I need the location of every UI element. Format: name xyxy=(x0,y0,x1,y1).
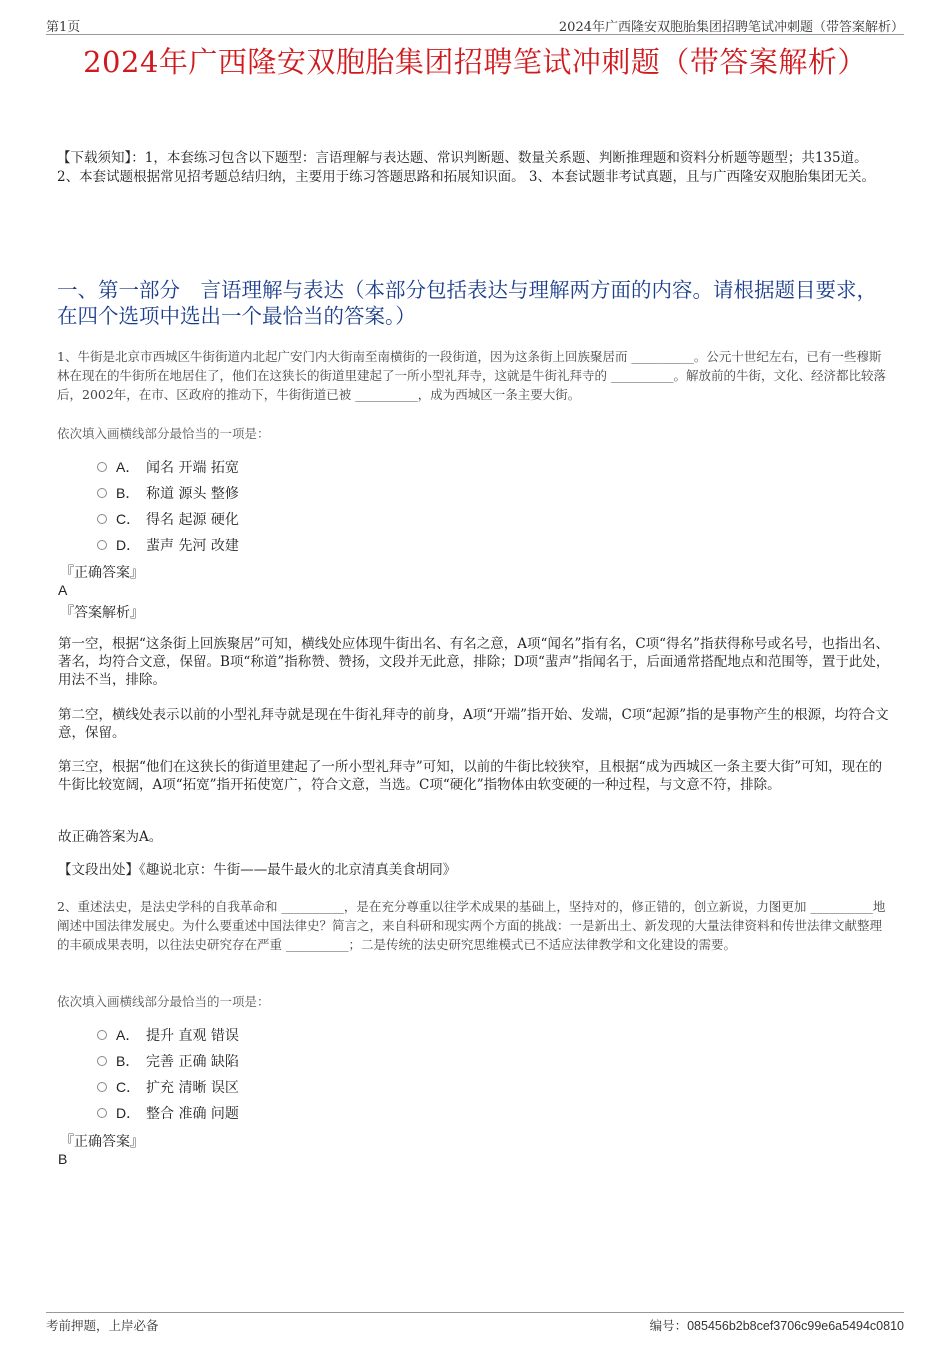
correct-answer-value: B xyxy=(58,1151,68,1167)
page-number: 第1页 xyxy=(46,20,81,35)
option-d[interactable]: D． 整合 准确 问题 xyxy=(97,1100,239,1126)
radio-icon[interactable] xyxy=(97,1108,107,1118)
question-2-options xyxy=(97,1022,239,1126)
option-a[interactable]: A． 闻名 开端 拓宽 xyxy=(97,454,239,480)
analysis-conclusion: 故正确答案为A。 xyxy=(58,829,163,845)
analysis-paragraph-3: 第三空，根据“他们在这狭长的街道里建起了一所小型礼拜寺”可知，以前的牛街比较狭窄，且根据“成为西城区一条主要大街”可知，现在的牛街比较宽阔，A项“拓宽”指开拓使宽广，符合文意，当选。C项“硬化”指物体由软变硬的一种过程，与文意不符，排除。 xyxy=(58,759,883,793)
page-footer xyxy=(46,1312,904,1333)
footer-serial-number: 编号：085456b2b8cef3706c99e6a5494c0810 xyxy=(649,1319,904,1333)
section-title: 一、第一部分 言语理解与表达（本部分包括表达与理解两方面的内容。请根据题目要求，在四个选项中选出一个最恰当的答案。） xyxy=(57,278,877,328)
analysis-paragraph-1: 第一空，根据“这条街上回族聚居”可知，横线处应体现牛街出名、有名之意，A项“闻名”指有名，C项“得名”指获得称号或名号，也指出名、著名，均符合文意，保留。B项“称道”指称赞、赞扬，文段并无此意，排除；D项“蜚声”指闻名于，后面通常搭配地点和范围等，置于此处，用法不当，排除。 xyxy=(58,636,890,688)
radio-icon[interactable] xyxy=(97,462,107,472)
analysis-paragraph-2: 第二空，横线处表示以前的小型礼拜寺就是现在牛街礼拜寺的前身，A项“开端”指开始、发端，C项“起源”指的是事物产生的根源，均符合文意，保留。 xyxy=(58,707,889,741)
option-d[interactable]: D． 蜚声 先河 改建 xyxy=(97,532,239,558)
radio-icon[interactable] xyxy=(97,514,107,524)
option-c[interactable]: C． 扩充 清晰 误区 xyxy=(97,1074,239,1100)
option-a[interactable]: A． 提升 直观 错误 xyxy=(97,1022,239,1048)
page-header xyxy=(46,14,904,35)
page-title: 2024年广西隆安双胞胎集团招聘笔试冲刺题（带答案解析） xyxy=(83,45,867,79)
correct-answer-value: A xyxy=(58,582,68,598)
header-doc-title: 2024年广西隆安双胞胎集团招聘笔试冲刺题（带答案解析） xyxy=(558,20,904,35)
question-1-options xyxy=(97,454,239,558)
correct-answer-label: 『正确答案』 xyxy=(60,1134,144,1150)
footer-slogan: 考前押题，上岸必备 xyxy=(46,1318,159,1333)
radio-icon[interactable] xyxy=(97,488,107,498)
radio-icon[interactable] xyxy=(97,1056,107,1066)
download-notice: 【下载须知】：1，本套练习包含以下题型：言语理解与表达题、常识判断题、数量关系题、判断推理题和资料分析题等题型；共135道。 2、本套试题根据常见招考题总结归纳，主要用于练习答题思路和拓展知识面。 3、本套试题非考试真题，且与广西隆安双胞胎集团无关。 xyxy=(57,150,875,185)
question-1-prompt: 依次填入画横线部分最恰当的一项是： xyxy=(57,426,270,441)
correct-answer-label: 『正确答案』 xyxy=(60,565,144,581)
radio-icon[interactable] xyxy=(97,1030,107,1040)
option-c[interactable]: C． 得名 起源 硬化 xyxy=(97,506,239,532)
question-2-text: 2、重述法史，是法史学科的自我革命和 __________，是在充分尊重以往学术成果的基础上，坚持对的，修正错的，创立新说，力图更加 __________地阐述中国法律发展史。为什么要重述中国法律史？简言之，来自科研和现实两个方面的挑战：一是新出土、新发现的大量法律资料和传世法律文献整理的丰硕成果表明，以往法史研究存在严重 __________；二是传统的法史研究思维模式已不适应法律教学和文化建设的需要。 xyxy=(57,899,886,952)
question-2-prompt: 依次填入画横线部分最恰当的一项是： xyxy=(57,994,270,1009)
radio-icon[interactable] xyxy=(97,1082,107,1092)
option-b[interactable]: B． 完善 正确 缺陷 xyxy=(97,1048,239,1074)
option-b[interactable]: B． 称道 源头 整修 xyxy=(97,480,239,506)
analysis-label: 『答案解析』 xyxy=(60,605,144,621)
question-1-text: 1、牛街是北京市西城区牛街街道内北起广安门内大街南至南横街的一段街道，因为这条街上回族聚居而 __________。公元十世纪左右，已有一些穆斯林在现在的牛街所在地居住了，他们在这狭长的街道里建起了一所小型礼拜寺，这就是牛街礼拜寺的 __________。解放前的牛街，文化、经济都比较落后，2002年，在市、区政府的推动下，牛街街道已被 __________，成为西城区一条主要大街。 xyxy=(57,349,886,402)
analysis-source: 【文段出处】《趣说北京：牛街——最牛最火的北京清真美食胡同》 xyxy=(58,862,457,878)
radio-icon[interactable] xyxy=(97,540,107,550)
